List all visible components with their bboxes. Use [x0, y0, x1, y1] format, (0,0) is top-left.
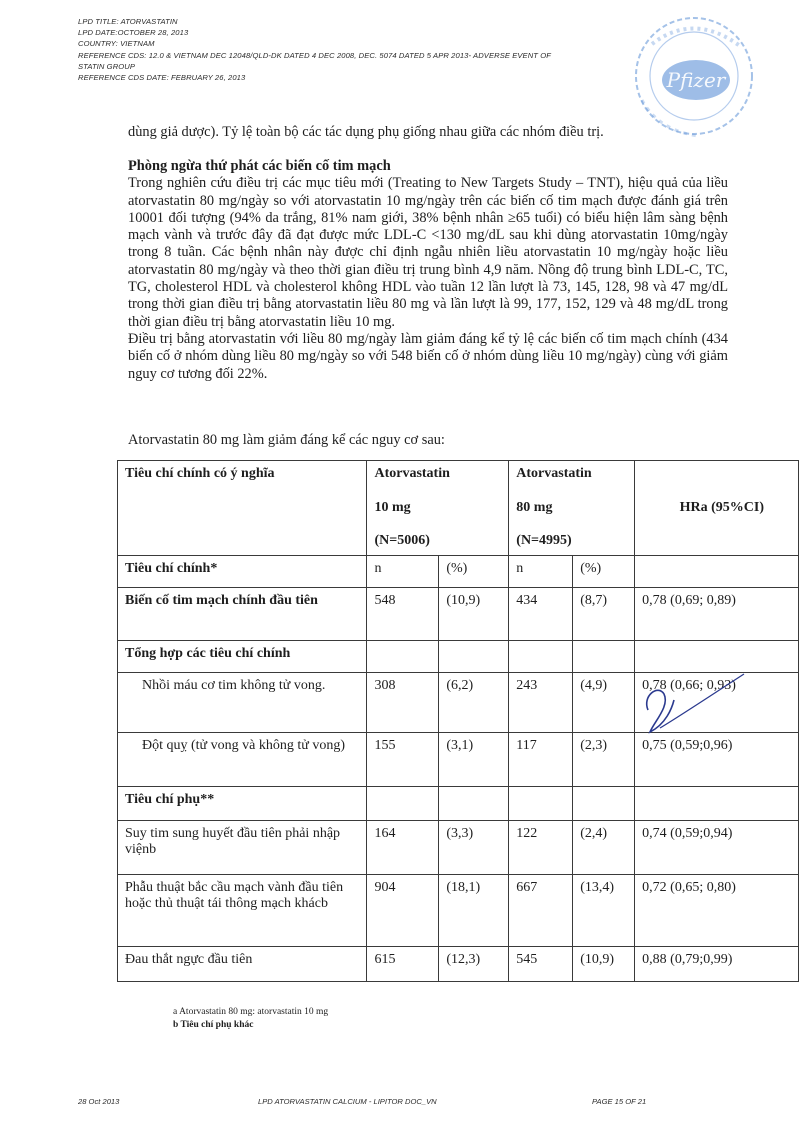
footer-page-number: PAGE 15 OF 21 — [592, 1097, 647, 1106]
pfizer-seal-stamp-icon — [612, 10, 762, 140]
continuation-text: dùng giả dược). Tỷ lệ toàn bộ các tác dụng phụ giống nhau giữa các nhóm điều trị. — [128, 124, 604, 140]
section-title: Phòng ngừa thứ phát các biến cố tim mạch — [128, 158, 391, 174]
table-header-row — [118, 461, 799, 556]
table-row: Tiêu chí phụ** — [118, 786, 799, 820]
table-row: Đột quỵ (tử vong và không tử vong) 155 (3,1) 117 (2,3) 0,75 (0,59;0,96) — [118, 732, 799, 786]
header-title: LPD TITLE: ATORVASTATIN — [78, 17, 178, 26]
paragraph-results: Điều trị bằng atorvastatin với liều 80 mg/ngày làm giảm đáng kể tỷ lệ các biến cố tim mạch chính (434 biến cố ở nhóm dùng liều 80 mg/ngày so với 548 biến cố ở nhóm dùng liều 10 mg/ngày) cùng với giảm nguy cơ tương đối 22%. — [128, 330, 728, 382]
table-row: Nhồi máu cơ tim không tử vong. 308 (6,2) 243 (4,9) 0,78 (0,66; 0,93) — [118, 672, 799, 732]
header-country: COUNTRY: VIETNAM — [78, 39, 155, 49]
header-reference: REFERENCE CDS: 12.0 & VIETNAM DEC 12048/QLD-DK DATED 4 DEC 2008, DEC. 5074 DATED 5 APR 2013- ADVERSE EVENT OF — [78, 50, 552, 60]
footer-date: 28 Oct 2013 — [78, 1097, 120, 1106]
header-reference-date: REFERENCE CDS DATE: FEBRUARY 26, 2013 — [78, 73, 246, 83]
header-criteria: Tiêu chí chính có ý nghĩa — [118, 461, 367, 556]
document-header — [78, 16, 678, 83]
table-row: Phẫu thuật bắc cầu mạch vành đầu tiên hoặc thủ thuật tái thông mạch khácb 904 (18,1) 667 (13,4) 0,72 (0,65; 0,80) — [118, 874, 799, 946]
table-row: Suy tim sung huyết đầu tiên phải nhập việnb 164 (3,3) 122 (2,4) 0,74 (0,59;0,94) — [118, 820, 799, 874]
svg-text:Pfizer: Pfizer — [666, 68, 726, 92]
header-atorva-10: Atorvastatin 10 mg (N=5006) — [367, 461, 509, 556]
header-atorva-80: Atorvastatin 80 mg (N=4995) — [509, 461, 635, 556]
results-table — [117, 460, 799, 982]
table-intro: Atorvastatin 80 mg làm giảm đáng kể các nguy cơ sau: — [128, 432, 445, 448]
header-hr: HRa (95%CI) — [635, 461, 799, 556]
section-secondary-prevention — [128, 158, 728, 383]
table-footnotes — [173, 1006, 328, 1032]
footer-document: LPD ATORVASTATIN CALCIUM - LIPITOR DOC_VN — [258, 1097, 437, 1106]
table-row: Đau thắt ngực đầu tiên 615 (12,3) 545 (10,9) 0,88 (0,79;0,99) — [118, 946, 799, 981]
table-row: Tiêu chí chính* n (%) n (%) — [118, 555, 799, 587]
footnote-b: b Tiêu chí phụ khác — [173, 1020, 254, 1030]
header-date: LPD DATE:OCTOBER 28, 2013 — [78, 28, 189, 38]
footnote-a: a Atorvastatin 80 mg: atorvastatin 10 mg — [173, 1007, 329, 1017]
header-reference-cont: STATIN GROUP — [78, 61, 136, 71]
paragraph-tnt-study: Trong nghiên cứu điều trị các mục tiêu mới (Treating to New Targets Study – TNT), hiệu quả của liều atorvastatin 80 mg/ngày so với atorvastatin 10 mg/ngày trên các biến cố tim mạch được đánh giá trên 10001 đối tượng (94% da trắng, 81% nam giới, 38% bệnh nhân ≥65 tuổi) có biểu hiện lâm sàng bệnh mạch vành và trước đây đã đạt được mức LDL-C <130 mg/dL sau khi dùng atorvastatin 10mg/ngày trong 8 tuần. Các bệnh nhân này được chỉ định ngẫu nhiên liều atorvastatin 10 mg/ngày hoặc liều atorvastatin 80 mg/ngày và theo thời gian điều trị trung bình 4,9 năm. Nồng độ trung bình LDL-C, TC, TG, cholesterol HDL và cholesterol không HDL vào tuần 12 lần lượt là 73, 145, 128, 98 và 47 mg/dL trong thời gian điều trị bằng atorvastatin liều 80 mg và lần lượt là 99, 177, 152, 129 và 48 mg/dL trong thời gian điều trị bằng atorvastatin liều 10 mg. — [128, 175, 728, 330]
table-row: Biến cố tim mạch chính đầu tiên 548 (10,9) 434 (8,7) 0,78 (0,69; 0,89) — [118, 587, 799, 640]
table-row: Tổng hợp các tiêu chí chính — [118, 640, 799, 672]
